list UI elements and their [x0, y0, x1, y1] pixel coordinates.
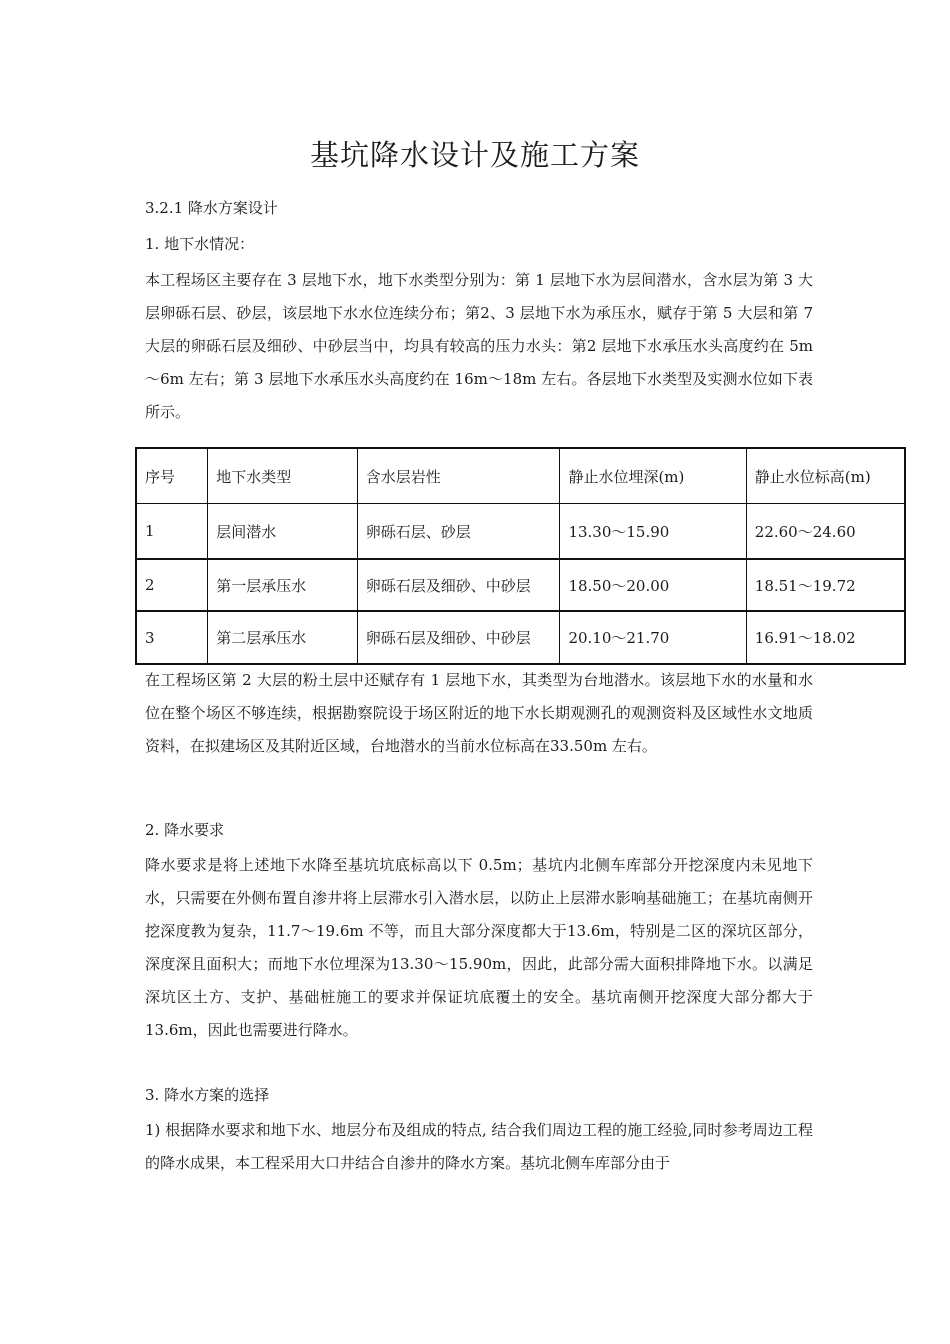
table-cell: 第一层承压水 — [208, 559, 357, 611]
subsection-heading-scheme-selection: 3. 降水方案的选择 — [145, 1086, 270, 1104]
table-cell: 22.60～24.60 — [746, 504, 905, 560]
table-row — [136, 611, 905, 664]
table-row — [136, 504, 905, 560]
table-cell: 18.50～20.00 — [560, 559, 746, 611]
subsection-heading-dewatering-requirements: 2. 降水要求 — [145, 821, 225, 839]
paragraph-dewatering-requirements: 降水要求是将上述地下水降至基坑坑底标高以下 0.5m；基坑内北侧车库部分开挖深度内未见地下水，只需要在外侧布置自渗井将上层滞水引入潜水层，以防止上层滞水影响基础施工；在基坑南侧开挖深度教为复杂，11.7～19.6m 不等，而且大部分深度都大于13.6m，特别是二区的深坑区部分，深度深且面积大；而地下水位埋深为13.30～15.90m，因此，此部分需大面积排降地下水。以满足深坑区土方、支护、基础桩施工的要求并保证坑底覆土的安全。基坑南侧开挖深度大部分都大于13.6m，因此也需要进行降水。 — [145, 856, 813, 1039]
table-header-cell: 静止水位标高(m) — [746, 448, 905, 504]
table-cell: 2 — [136, 559, 208, 611]
table-cell: 卵砾石层、砂层 — [357, 504, 560, 560]
table-header-cell: 序号 — [136, 448, 208, 504]
table-cell: 层间潜水 — [208, 504, 357, 560]
table-cell: 18.51～19.72 — [746, 559, 905, 611]
groundwater-table — [135, 447, 906, 665]
table-header-cell: 含水层岩性 — [357, 448, 560, 504]
paragraph-groundwater: 本工程场区主要存在 3 层地下水，地下水类型分别为：第 1 层地下水为层间潜水，含水层为第 3 大层卵砾石层、砂层，该层地下水水位连续分布；第2、3 层地下水为承压水，赋存于第 5 大层和第 7 大层的卵砾石层及细砂、中砂层当中，均具有较高的压力水头：第2 层地下水承压水头高度约在 5m～6m 左右；第 3 层地下水承压水头高度约在 16m～18m 左右。各层地下水类型及实测水位如下表所示。 — [145, 271, 813, 421]
paragraph-scheme-selection: 1) 根据降水要求和地下水、地层分布及组成的特点, 结合我们周边工程的施工经验,同时参考周边工程的降水成果，本工程采用大口井结合自渗井的降水方案。基坑北侧车库部分由于 — [145, 1121, 813, 1172]
table-cell: 20.10～21.70 — [560, 611, 746, 664]
subsection-heading-groundwater: 1. 地下水情况： — [145, 235, 255, 253]
table-header-row — [136, 448, 905, 504]
table-cell: 3 — [136, 611, 208, 664]
table-cell: 第二层承压水 — [208, 611, 357, 664]
section-heading: 3.2.1 降水方案设计 — [145, 199, 278, 217]
table-row — [136, 559, 905, 611]
table-header-cell: 地下水类型 — [208, 448, 357, 504]
table-cell: 卵砾石层及细砂、中砂层 — [357, 559, 560, 611]
document-title: 基坑降水设计及施工方案 — [309, 138, 640, 172]
table-cell: 卵砾石层及细砂、中砂层 — [357, 611, 560, 664]
table-cell: 13.30～15.90 — [560, 504, 746, 560]
paragraph-terrace-groundwater: 在工程场区第 2 大层的粉土层中还赋存有 1 层地下水，其类型为台地潜水。该层地下水的水量和水位在整个场区不够连续，根据勘察院设于场区附近的地下水长期观测孔的观测资料及区域性水文地质资料，在拟建场区及其附近区域，台地潜水的当前水位标高在33.50m 左右。 — [145, 671, 813, 755]
table-cell: 16.91～18.02 — [746, 611, 905, 664]
table-header-cell: 静止水位埋深(m) — [560, 448, 746, 504]
table-cell: 1 — [136, 504, 208, 560]
